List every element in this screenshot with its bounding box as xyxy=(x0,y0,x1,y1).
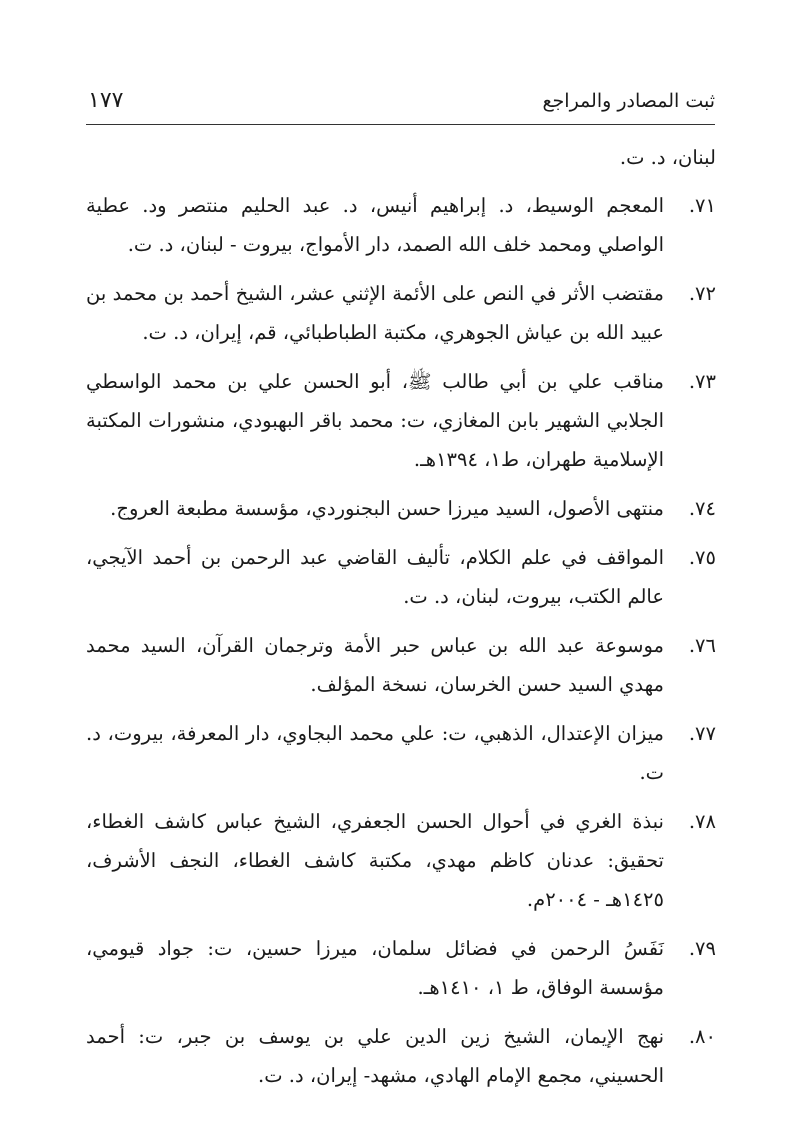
bibliography-entry-72 xyxy=(86,274,716,352)
entry-text: نَفَسُ الرحمن في فضائل سلمان، ميرزا حسين، ت: جواد قيومي، مؤسسة الوفاق، ط ١، ١٤١٠هـ. xyxy=(86,937,664,999)
bibliography-entry-71 xyxy=(86,186,716,264)
bibliography-entry-80 xyxy=(86,1017,716,1095)
bibliography-entry-76 xyxy=(86,626,716,704)
bibliography-entry-78 xyxy=(86,802,716,919)
entry-number: ٧٢. xyxy=(688,282,716,305)
bibliography-entry-77 xyxy=(86,714,716,792)
entry-number: ٨٠. xyxy=(688,1025,716,1048)
page-header xyxy=(86,84,715,125)
entry-text: مقتضب الأثر في النص على الأئمة الإثني عشر، الشيخ أحمد بن محمد بن عبيد الله بن عياش الجوهري، مكتبة الطباطبائي، قم، إيران، د. ت. xyxy=(86,282,664,344)
bibliography-list xyxy=(86,138,716,1105)
entry-number: ٧٥. xyxy=(688,546,716,569)
entry-number: ٧٨. xyxy=(688,810,716,833)
entry-number: ٧٩. xyxy=(688,937,716,960)
bibliography-entry-75 xyxy=(86,538,716,616)
entry-number: ٧٣. xyxy=(688,370,716,393)
entry-number: ٧٦. xyxy=(688,634,716,657)
running-title: ثبت المصادر والمراجع xyxy=(542,90,715,112)
entry-text: المعجم الوسيط، د. إبراهيم أنيس، د. عبد الحليم منتصر ود. عطية الواصلي ومحمد خلف الله الصمد، دار الأمواج، بيروت - لبنان، د. ت. xyxy=(86,194,664,256)
entry-number: ٧١. xyxy=(688,194,716,217)
entry-text: المواقف في علم الكلام، تأليف القاضي عبد الرحمن بن أحمد الآيجي، عالم الكتب، بيروت، لبنان، د. ت. xyxy=(86,546,664,608)
page-number: ١٧٧ xyxy=(88,88,124,113)
entry-text: نبذة الغري في أحوال الحسن الجعفري، الشيخ عباس كاشف الغطاء، تحقيق: عدنان كاظم مهدي، مكتبة كاشف الغطاء، النجف الأشرف، ١٤٢٥هـ - ٢٠٠٤م. xyxy=(86,810,664,911)
entry-number: ٧٧. xyxy=(688,722,716,745)
bibliography-entry-79 xyxy=(86,929,716,1007)
entry-text: مناقب علي بن أبي طالب ﷺ، أبو الحسن علي بن محمد الواسطي الجلابي الشهير بابن المغازي، ت: محمد باقر البهبودي، منشورات المكتبة الإسلامية طهران، ط١، ١٣٩٤هـ. xyxy=(86,370,664,471)
entry-number: ٧٤. xyxy=(688,497,716,520)
entry-text: ميزان الإعتدال، الذهبي، ت: علي محمد البجاوي، دار المعرفة، بيروت، د. ت. xyxy=(86,722,664,784)
continuation-line: لبنان، د. ت. xyxy=(619,146,716,169)
bibliography-entry-74 xyxy=(86,489,716,528)
entry-text: موسوعة عبد الله بن عباس حبر الأمة وترجمان القرآن، السيد محمد مهدي السيد حسن الخرسان، نسخة المؤلف. xyxy=(86,634,664,696)
entry-text: نهج الإيمان، الشيخ زين الدين علي بن يوسف بن جبر، ت: أحمد الحسيني، مجمع الإمام الهادي، مشهد- إيران، د. ت. xyxy=(86,1025,664,1087)
bibliography-entry-73 xyxy=(86,362,716,479)
entry-text: منتهى الأصول، السيد ميرزا حسن البجنوردي، مؤسسة مطبعة العروج. xyxy=(110,497,664,520)
